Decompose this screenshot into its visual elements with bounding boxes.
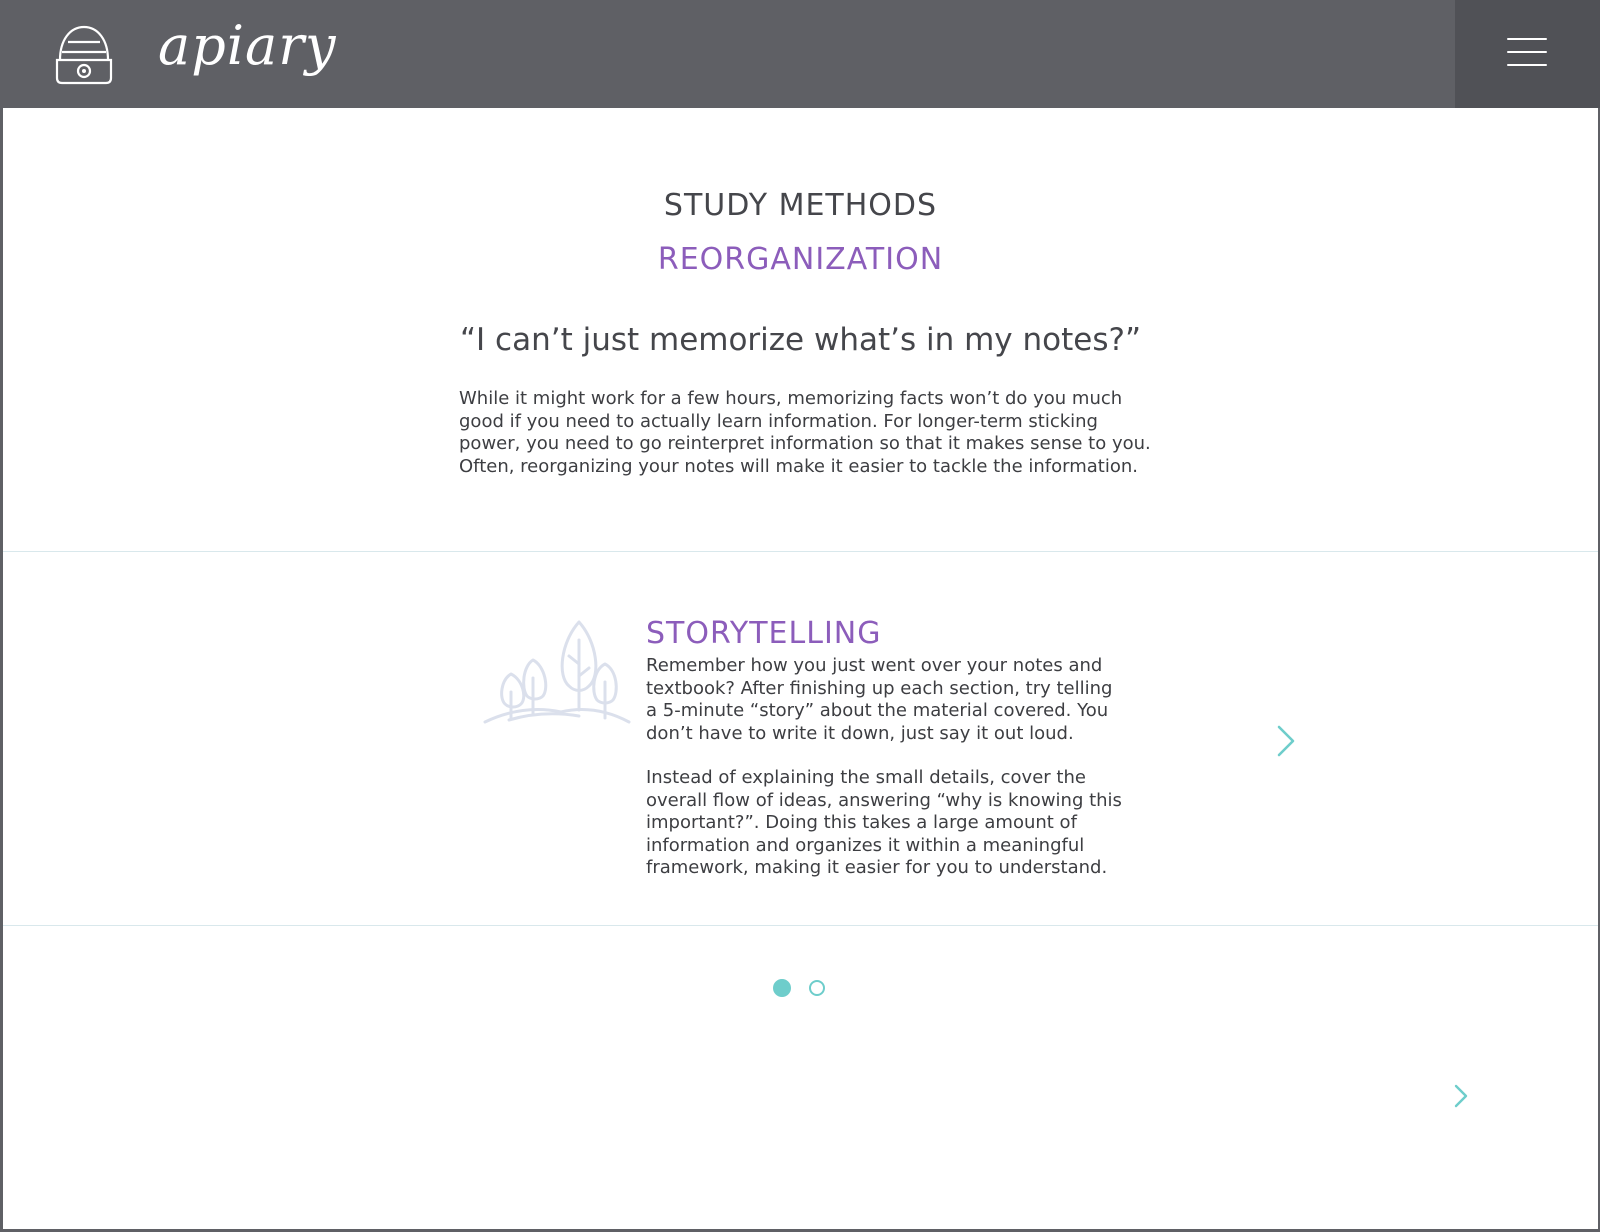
trees-icon xyxy=(483,618,633,728)
intro-paragraph: While it might work for a few hours, memorizing facts won’t do you much good if you need to actually learn information. For longer-term sticking power, you need to go reinterpret information so that it makes sense to you. Often, reorganizing your notes will make it easier to tackle the information. xyxy=(459,388,1151,477)
divider xyxy=(3,925,1598,926)
section-title: STUDY METHODS xyxy=(663,188,938,223)
menu-button[interactable] xyxy=(1455,0,1600,108)
main-content xyxy=(3,108,1598,1229)
next-page-arrow-icon[interactable] xyxy=(1453,1084,1469,1108)
card-paragraph: Remember how you just went over your notes and textbook? After finishing up each section, try telling a 5-minute “story” about the material covered. You don’t have to write it down, just say it out loud. xyxy=(646,655,1113,744)
divider xyxy=(3,551,1598,552)
top-bar xyxy=(0,0,1600,108)
beehive-logo-icon[interactable] xyxy=(52,22,116,86)
pagination-dot[interactable] xyxy=(809,980,825,996)
next-card-arrow-icon[interactable] xyxy=(1275,724,1297,758)
subsection-title: REORGANIZATION xyxy=(657,242,944,277)
card-title: STORYTELLING xyxy=(646,616,882,651)
hamburger-menu-icon xyxy=(1507,38,1547,70)
card-paragraph: Instead of explaining the small details, cover the overall flow of ideas, answering “why is knowing this important?”. Doing this takes a large amount of information and organizes it within a meaningful framework, making it easier for you to understand. xyxy=(646,767,1122,878)
quote-heading: “I can’t just memorize what’s in my notes?” xyxy=(459,322,1142,358)
brand-logo-text[interactable]: apiary xyxy=(158,14,337,77)
pagination-dot-active[interactable] xyxy=(773,979,791,997)
